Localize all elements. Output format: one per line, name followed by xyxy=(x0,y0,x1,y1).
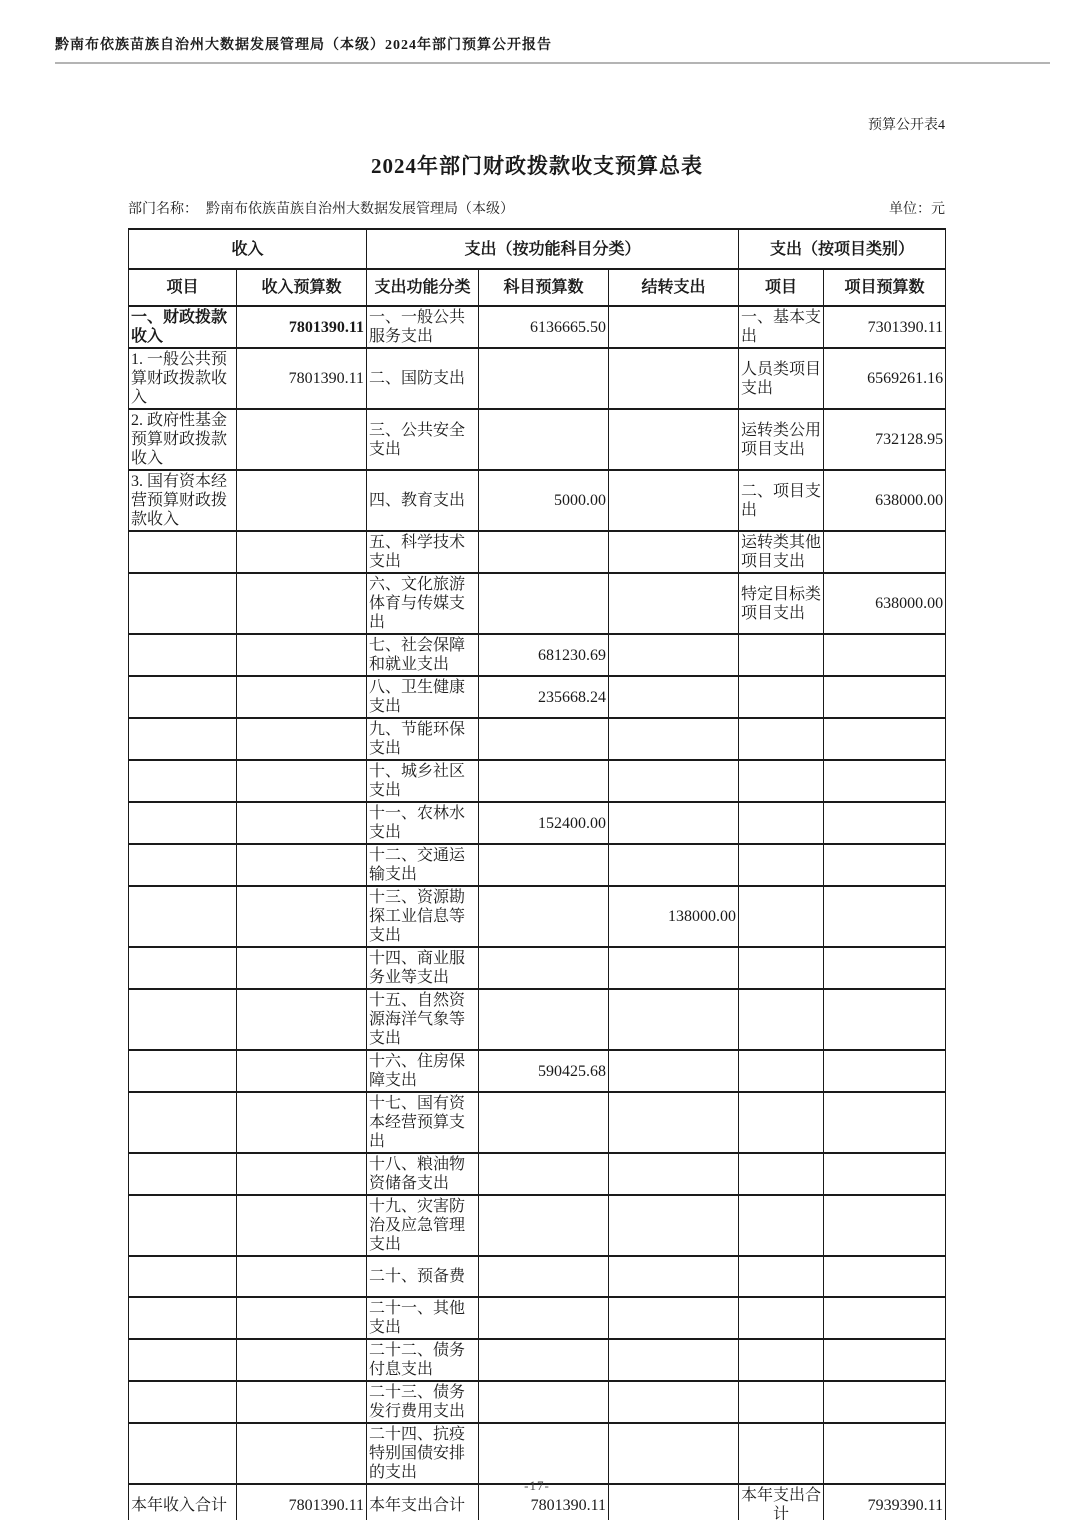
table-row xyxy=(129,409,946,470)
table-row xyxy=(129,1195,946,1256)
table-cell xyxy=(129,1092,237,1153)
group-header-row xyxy=(129,229,946,269)
table-cell xyxy=(129,1050,237,1092)
table-row xyxy=(129,802,946,844)
table-row xyxy=(129,947,946,989)
table-row xyxy=(129,718,946,760)
table-cell: 7801390.11 xyxy=(237,306,367,348)
meta-department xyxy=(128,198,514,218)
table-cell xyxy=(237,1050,367,1092)
table-row xyxy=(129,634,946,676)
table-cell xyxy=(129,760,237,802)
table-cell: 7801390.11 xyxy=(479,1484,609,1520)
table-cell: 638000.00 xyxy=(824,470,946,531)
table-cell xyxy=(609,348,739,409)
group-header-income: 收入 xyxy=(129,229,367,269)
table-cell xyxy=(739,886,824,947)
table-cell xyxy=(739,760,824,802)
table-cell: 638000.00 xyxy=(824,573,946,634)
table-cell xyxy=(129,802,237,844)
table-cell: 7801390.11 xyxy=(237,348,367,409)
table-cell xyxy=(479,1423,609,1484)
table-cell: 2. 政府性基金预算财政拨款收入 xyxy=(129,409,237,470)
table-cell: 二十三、债务发行费用支出 xyxy=(367,1381,479,1423)
table-cell xyxy=(739,1339,824,1381)
table-cell xyxy=(479,348,609,409)
table-cell xyxy=(237,844,367,886)
table-cell xyxy=(609,1092,739,1153)
table-row xyxy=(129,470,946,531)
table-cell xyxy=(237,531,367,573)
table-row xyxy=(129,760,946,802)
table-row xyxy=(129,1423,946,1484)
table-cell xyxy=(479,573,609,634)
table-cell xyxy=(824,531,946,573)
table-cell: 152400.00 xyxy=(479,802,609,844)
table-cell xyxy=(824,1153,946,1195)
table-row xyxy=(129,1256,946,1297)
table-cell: 四、教育支出 xyxy=(367,470,479,531)
table-cell xyxy=(609,1339,739,1381)
table-cell xyxy=(237,1381,367,1423)
table-cell xyxy=(824,886,946,947)
table-cell: 一、基本支出 xyxy=(739,306,824,348)
table-cell xyxy=(237,573,367,634)
table-cell xyxy=(237,676,367,718)
table-cell xyxy=(739,802,824,844)
table-cell xyxy=(609,470,739,531)
table-cell: 七、社会保障和就业支出 xyxy=(367,634,479,676)
column-header-income-item: 项目 xyxy=(129,269,237,306)
table-cell: 5000.00 xyxy=(479,470,609,531)
group-header-expense-category: 支出（按项目类别） xyxy=(739,229,946,269)
table-cell xyxy=(479,989,609,1050)
table-cell: 九、节能环保支出 xyxy=(367,718,479,760)
table-cell xyxy=(824,634,946,676)
table-cell xyxy=(129,718,237,760)
table-cell xyxy=(739,1256,824,1297)
table-cell xyxy=(609,409,739,470)
table-row xyxy=(129,1339,946,1381)
table-cell xyxy=(237,802,367,844)
table-cell xyxy=(609,1297,739,1339)
table-cell xyxy=(237,947,367,989)
table-cell: 732128.95 xyxy=(824,409,946,470)
table-cell xyxy=(609,802,739,844)
table-cell: 本年支出合计 xyxy=(367,1484,479,1520)
table-cell xyxy=(237,470,367,531)
table-cell: 十七、国有资本经营预算支出 xyxy=(367,1092,479,1153)
table-cell xyxy=(237,1256,367,1297)
table-cell xyxy=(609,676,739,718)
table-cell: 十、城乡社区支出 xyxy=(367,760,479,802)
meta-row xyxy=(128,198,945,218)
table-cell xyxy=(739,676,824,718)
table-cell: 十二、交通运输支出 xyxy=(367,844,479,886)
table-cell: 十九、灾害防治及应急管理支出 xyxy=(367,1195,479,1256)
table-row xyxy=(129,306,946,348)
table-cell: 7301390.11 xyxy=(824,306,946,348)
table-cell xyxy=(479,1153,609,1195)
table-cell: 一、财政拨款收入 xyxy=(129,306,237,348)
table-cell xyxy=(237,1153,367,1195)
table-cell: 十一、农林水支出 xyxy=(367,802,479,844)
table-cell xyxy=(824,1339,946,1381)
table-cell: 7939390.11 xyxy=(824,1484,946,1520)
table-cell xyxy=(479,1339,609,1381)
table-cell xyxy=(739,989,824,1050)
table-cell xyxy=(739,1092,824,1153)
table-cell xyxy=(739,1195,824,1256)
table-cell: 人员类项目支出 xyxy=(739,348,824,409)
table-cell: 二、项目支出 xyxy=(739,470,824,531)
table-cell xyxy=(609,1153,739,1195)
table-cell xyxy=(237,1339,367,1381)
table-cell xyxy=(237,1195,367,1256)
table-cell xyxy=(609,718,739,760)
table-cell: 十五、自然资源海洋气象等支出 xyxy=(367,989,479,1050)
table-cell xyxy=(609,1195,739,1256)
table-cell xyxy=(739,1381,824,1423)
budget-table xyxy=(128,228,946,1520)
table-cell xyxy=(129,989,237,1050)
table-cell xyxy=(739,1050,824,1092)
table-cell xyxy=(824,1297,946,1339)
table-cell xyxy=(824,1423,946,1484)
table-cell xyxy=(237,989,367,1050)
table-cell xyxy=(609,531,739,573)
table-cell xyxy=(739,634,824,676)
table-cell xyxy=(479,844,609,886)
table-cell xyxy=(479,947,609,989)
table-cell: 运转类公用项目支出 xyxy=(739,409,824,470)
table-cell xyxy=(479,1297,609,1339)
column-header-project-item: 项目 xyxy=(739,269,824,306)
table-cell xyxy=(739,1297,824,1339)
table-cell: 235668.24 xyxy=(479,676,609,718)
table-cell xyxy=(609,1423,739,1484)
table-cell xyxy=(237,634,367,676)
table-cell xyxy=(609,947,739,989)
table-cell xyxy=(237,718,367,760)
table-cell xyxy=(824,676,946,718)
table-cell xyxy=(609,634,739,676)
table-body xyxy=(129,306,946,1520)
table-cell xyxy=(739,1423,824,1484)
table-cell: 7801390.11 xyxy=(237,1484,367,1520)
table-cell: 二十二、债务付息支出 xyxy=(367,1339,479,1381)
table-cell: 二、国防支出 xyxy=(367,348,479,409)
table-cell xyxy=(237,409,367,470)
table-cell xyxy=(739,844,824,886)
table-cell xyxy=(129,676,237,718)
table-row xyxy=(129,1153,946,1195)
table-cell xyxy=(237,1092,367,1153)
meta-department-value: 黔南布依族苗族自治州大数据发展管理局（本级） xyxy=(206,202,514,217)
table-cell xyxy=(129,1195,237,1256)
table-cell xyxy=(824,989,946,1050)
table-cell xyxy=(824,760,946,802)
table-cell: 590425.68 xyxy=(479,1050,609,1092)
table-cell xyxy=(824,1381,946,1423)
column-header-project-budget: 项目预算数 xyxy=(824,269,946,306)
table-cell: 三、公共安全支出 xyxy=(367,409,479,470)
table-head xyxy=(129,229,946,306)
table-cell: 五、科学技术支出 xyxy=(367,531,479,573)
table-cell: 特定目标类项目支出 xyxy=(739,573,824,634)
column-header-carryover: 结转支出 xyxy=(609,269,739,306)
table-cell xyxy=(609,1381,739,1423)
table-cell: 681230.69 xyxy=(479,634,609,676)
sheet-label: 预算公开表4 xyxy=(868,118,945,133)
page-number: -17- xyxy=(524,1478,550,1493)
table-row xyxy=(129,989,946,1050)
table-cell xyxy=(129,1339,237,1381)
table-cell: 一、一般公共服务支出 xyxy=(367,306,479,348)
table-cell xyxy=(129,573,237,634)
table-cell: 二十四、抗疫特别国债安排的支出 xyxy=(367,1423,479,1484)
table-cell xyxy=(129,1297,237,1339)
table-cell xyxy=(237,1297,367,1339)
table-cell xyxy=(129,1381,237,1423)
table-cell: 十六、住房保障支出 xyxy=(367,1050,479,1092)
table-row xyxy=(129,676,946,718)
table-cell xyxy=(824,1092,946,1153)
table-cell xyxy=(824,844,946,886)
table-cell xyxy=(824,1050,946,1092)
table-cell xyxy=(479,1256,609,1297)
table-cell xyxy=(129,947,237,989)
table-cell: 6136665.50 xyxy=(479,306,609,348)
table-cell xyxy=(479,1381,609,1423)
table-cell xyxy=(479,886,609,947)
table-row xyxy=(129,1381,946,1423)
table-cell xyxy=(129,844,237,886)
table-row xyxy=(129,886,946,947)
table-cell xyxy=(609,989,739,1050)
table-cell xyxy=(479,1195,609,1256)
table-row xyxy=(129,573,946,634)
table-cell xyxy=(824,947,946,989)
table-cell: 138000.00 xyxy=(609,886,739,947)
table-cell xyxy=(609,1256,739,1297)
table-cell: 十三、资源勘探工业信息等支出 xyxy=(367,886,479,947)
column-header-row xyxy=(129,269,946,306)
table-cell xyxy=(824,802,946,844)
table-cell xyxy=(129,886,237,947)
table-cell xyxy=(129,1423,237,1484)
table-cell xyxy=(609,1050,739,1092)
page-title: 2024年部门财政拨款收支预算总表 xyxy=(371,154,703,178)
table-cell xyxy=(237,760,367,802)
table-cell xyxy=(129,1256,237,1297)
table-cell xyxy=(479,1092,609,1153)
table-cell xyxy=(479,409,609,470)
table-cell xyxy=(609,573,739,634)
column-header-expense-function: 支出功能分类 xyxy=(367,269,479,306)
table-cell: 六、文化旅游体育与传媒支出 xyxy=(367,573,479,634)
table-cell: 二十一、其他支出 xyxy=(367,1297,479,1339)
table-cell: 二十、预备费 xyxy=(367,1256,479,1297)
table-cell: 3. 国有资本经营预算财政拨款收入 xyxy=(129,470,237,531)
table-cell xyxy=(824,1195,946,1256)
table-row xyxy=(129,844,946,886)
table-row xyxy=(129,1297,946,1339)
table-cell xyxy=(739,1153,824,1195)
table-row xyxy=(129,531,946,573)
table-cell: 运转类其他项目支出 xyxy=(739,531,824,573)
table-cell: 本年支出合计 xyxy=(739,1484,824,1520)
table-cell xyxy=(237,1423,367,1484)
table-cell: 本年收入合计 xyxy=(129,1484,237,1520)
column-header-income-budget: 收入预算数 xyxy=(237,269,367,306)
table-cell xyxy=(824,1256,946,1297)
table-cell xyxy=(824,718,946,760)
page-header: 黔南布依族苗族自治州大数据发展管理局（本级）2024年部门预算公开报告 xyxy=(55,34,1050,64)
table-cell xyxy=(129,634,237,676)
table-cell: 1. 一般公共预算财政拨款收入 xyxy=(129,348,237,409)
table-cell xyxy=(129,1153,237,1195)
table-cell: 八、卫生健康支出 xyxy=(367,676,479,718)
column-header-subject-budget: 科目预算数 xyxy=(479,269,609,306)
table-cell xyxy=(479,760,609,802)
table-row xyxy=(129,348,946,409)
meta-unit: 单位：元 xyxy=(889,202,945,217)
table-cell xyxy=(479,718,609,760)
group-header-expense-function: 支出（按功能科目分类） xyxy=(367,229,739,269)
table-cell xyxy=(609,844,739,886)
table-cell: 十八、粮油物资储备支出 xyxy=(367,1153,479,1195)
table-cell xyxy=(237,886,367,947)
table-row xyxy=(129,1092,946,1153)
table-row xyxy=(129,1050,946,1092)
table-cell: 十四、商业服务业等支出 xyxy=(367,947,479,989)
table-cell xyxy=(739,947,824,989)
table-cell: 6569261.16 xyxy=(824,348,946,409)
table-cell xyxy=(609,760,739,802)
table-cell xyxy=(609,306,739,348)
meta-department-label: 部门名称： xyxy=(128,202,198,217)
table-cell xyxy=(479,531,609,573)
table-cell xyxy=(129,531,237,573)
table-cell xyxy=(739,718,824,760)
